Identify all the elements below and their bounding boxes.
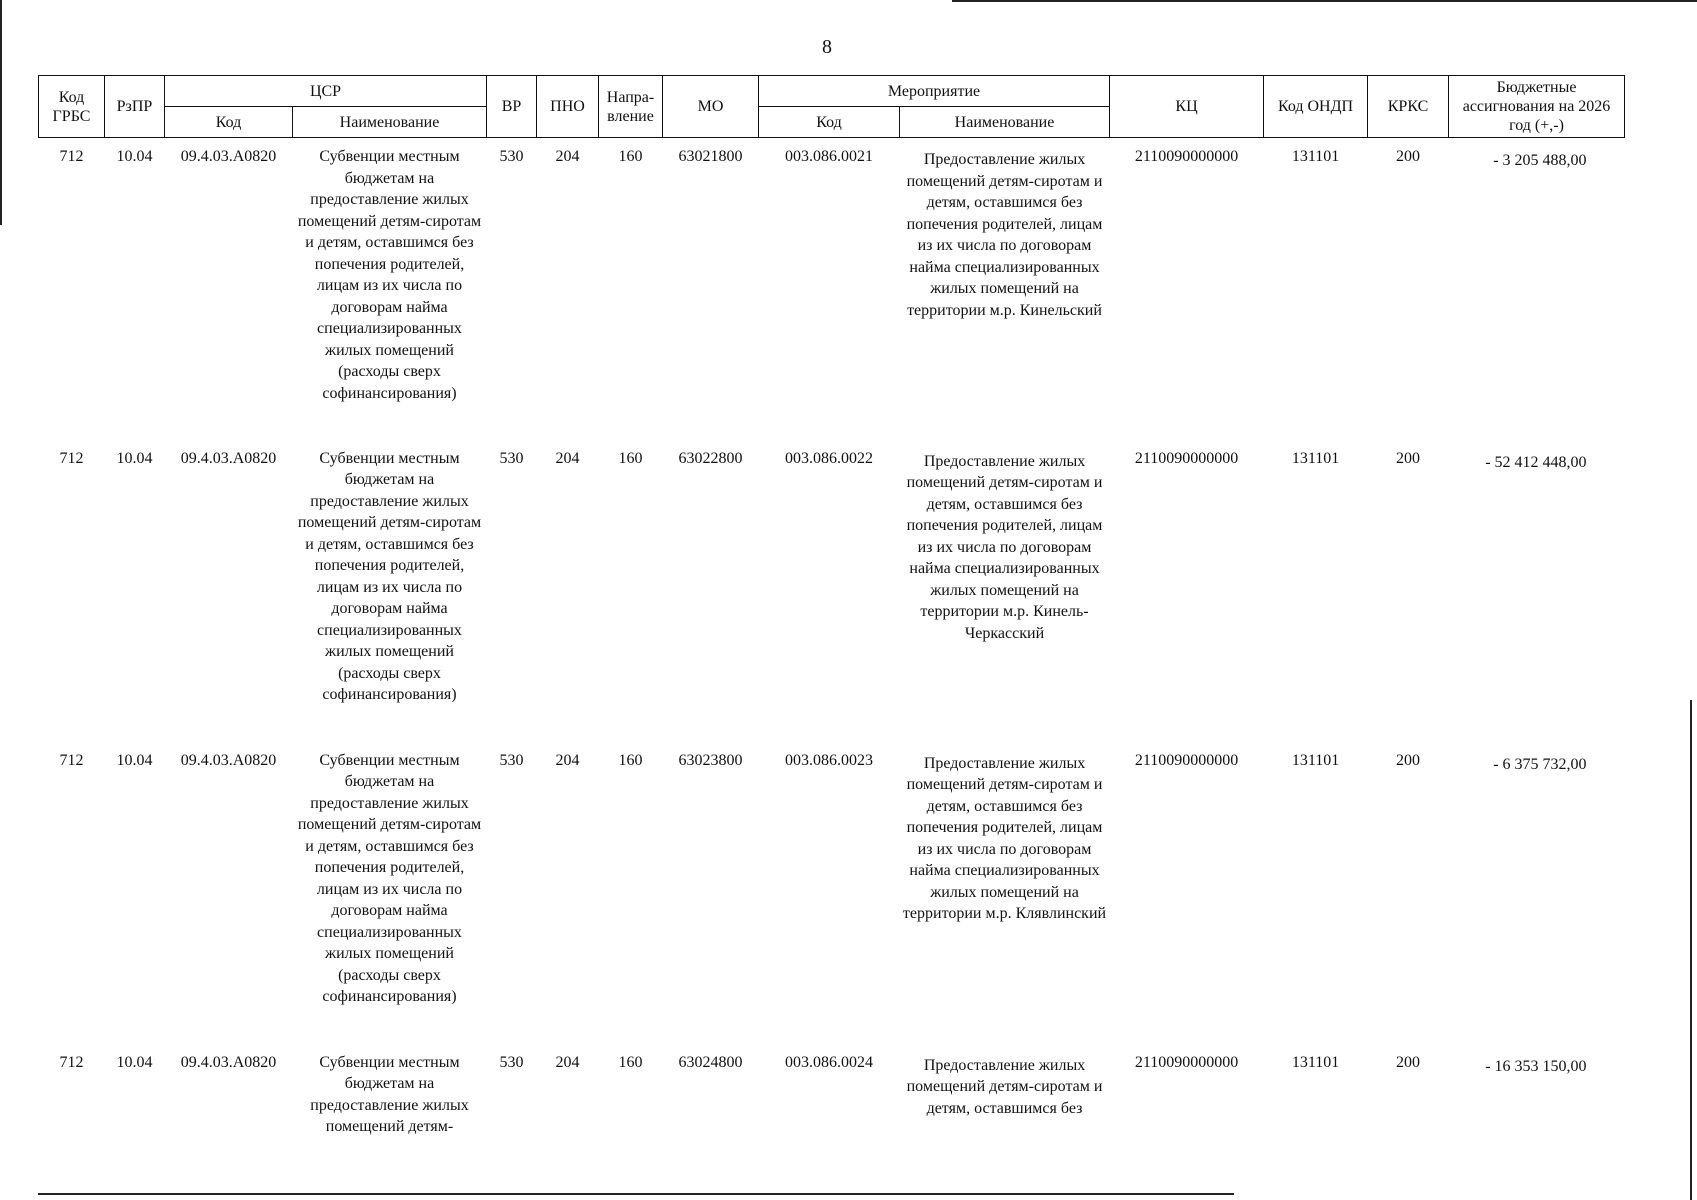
header-csr: ЦСР (165, 76, 487, 107)
table-body (39, 138, 1625, 1184)
header-rzpr: РзПР (105, 76, 165, 138)
header-event-code: Код (759, 107, 900, 138)
cell-krks: 200 (1396, 148, 1421, 165)
cell-ondp: 131101 (1291, 751, 1340, 769)
cell-pno: 204 (555, 1053, 580, 1071)
table-row (39, 1044, 1625, 1184)
cell-direction: 160 (618, 751, 643, 769)
header-csr-name: Наименование (293, 107, 487, 138)
cell-grbs: 712 (59, 1053, 84, 1071)
cell-event-code: 003.086.0022 (785, 449, 873, 467)
cell-rzpr: 10.04 (116, 449, 153, 467)
cell-csr-code: 09.4.03.А0820 (180, 751, 277, 769)
cell-pno: 204 (555, 751, 580, 769)
cell-mo: 63022800 (678, 449, 743, 467)
cell-kc: 2110090000000 (1134, 449, 1239, 467)
cell-event-name: Предоставление жилых помещений детям-сиротам и детям, оставшимся без попечения родителей, лицам из их числа по договорам найма специализированных жилых помещений на территории м.р. Клявлинский (902, 754, 1107, 922)
table-row (39, 138, 1625, 440)
cell-amount: - 3 205 488,00 (1493, 152, 1587, 169)
header-budget: Бюджетные ассигнования на 2026 год (+,-) (1449, 76, 1625, 138)
cell-vr: 530 (499, 449, 524, 467)
cell-direction: 160 (618, 148, 643, 165)
header-kc: КЦ (1110, 76, 1264, 138)
cell-mo: 63024800 (678, 1053, 743, 1071)
cell-amount: - 16 353 150,00 (1485, 1057, 1587, 1075)
cell-direction: 160 (618, 1053, 643, 1071)
cell-rzpr: 10.04 (116, 751, 153, 769)
header-direction: Напра-вление (599, 76, 663, 138)
header-pno: ПНО (537, 76, 599, 138)
cell-grbs: 712 (59, 148, 84, 165)
cell-event-name: Предоставление жилых помещений детям-сиротам и детям, оставшимся без попечения родителей, лицам из их числа по договорам найма специализированных жилых помещений на территории м.р. Кинель-Черкасский (906, 452, 1103, 642)
cell-vr: 530 (499, 1053, 524, 1071)
cell-pno: 204 (555, 148, 580, 165)
cell-vr: 530 (499, 751, 524, 769)
cell-csr-code: 09.4.03.А0820 (180, 148, 277, 165)
cell-event-code: 003.086.0021 (785, 148, 873, 165)
cell-csr-name: Субвенции местным бюджетам на предоставление жилых помещений детям-сиротам и детям, оставшимся без попечения родителей, лицам из их числа по договорам найма специализированных жилых помещений (расходы сверх софинансирования) (297, 449, 482, 703)
header-krks: КРКС (1368, 76, 1449, 138)
header-ondp: Код ОНДП (1264, 76, 1368, 138)
cell-csr-code: 09.4.03.А0820 (180, 449, 277, 467)
cell-amount: - 6 375 732,00 (1493, 755, 1587, 773)
cell-event-code: 003.086.0024 (785, 1053, 873, 1071)
header-grbs: Код ГРБС (39, 76, 105, 138)
page-number: 8 (822, 36, 832, 58)
cell-mo: 63023800 (678, 751, 743, 769)
header-mo: МО (663, 76, 759, 138)
cell-grbs: 712 (59, 449, 84, 467)
bottom-rule (38, 1193, 1234, 1195)
header-csr-code: Код (165, 107, 293, 138)
table-header (39, 76, 1625, 138)
cell-event-code: 003.086.0023 (785, 751, 873, 769)
cell-grbs: 712 (59, 751, 84, 769)
right-edge-line (1690, 700, 1692, 1200)
cell-event-name: Предоставление жилых помещений детям-сиротам и детям, оставшимся без (906, 1056, 1103, 1117)
cell-krks: 200 (1396, 1053, 1421, 1071)
header-vr: ВР (487, 76, 537, 138)
cell-kc: 2110090000000 (1134, 751, 1239, 769)
cell-krks: 200 (1396, 449, 1421, 467)
cell-csr-name: Субвенции местным бюджетам на предоставление жилых помещений детям-сиротам и детям, оставшимся без попечения родителей, лицам из их числа по договорам найма специализированных жилых помещений (расходы сверх софинансирования) (297, 148, 482, 402)
cell-rzpr: 10.04 (116, 1053, 153, 1071)
cell-event-name: Предоставление жилых помещений детям-сиротам и детям, оставшимся без попечения родителей, лицам из их числа по договорам найма специализированных жилых помещений на территории м.р. Кинельский (906, 151, 1103, 319)
cell-direction: 160 (618, 449, 643, 467)
cell-amount: - 52 412 448,00 (1485, 453, 1587, 471)
cell-mo: 63021800 (678, 148, 743, 165)
table-row (39, 440, 1625, 742)
cell-kc: 2110090000000 (1134, 1053, 1239, 1071)
cell-ondp: 131101 (1291, 449, 1340, 467)
cell-kc: 2110090000000 (1134, 148, 1239, 165)
cell-csr-code: 09.4.03.А0820 (180, 1053, 277, 1071)
header-event: Мероприятие (759, 76, 1110, 107)
cell-rzpr: 10.04 (116, 148, 153, 165)
cell-pno: 204 (555, 449, 580, 467)
cell-krks: 200 (1396, 751, 1421, 769)
cell-vr: 530 (499, 148, 524, 165)
header-event-name: Наименование (900, 107, 1110, 138)
top-rule (952, 0, 1697, 2)
cell-ondp: 131101 (1291, 1053, 1340, 1071)
cell-csr-name: Субвенции местным бюджетам на предоставление жилых помещений детям- (310, 1053, 469, 1135)
cell-ondp: 131101 (1291, 148, 1340, 165)
left-edge-line (0, 0, 2, 225)
cell-csr-name: Субвенции местным бюджетам на предоставление жилых помещений детям-сиротам и детям, оставшимся без попечения родителей, лицам из их числа по договорам найма специализированных жилых помещений (расходы сверх софинансирования) (297, 751, 482, 1005)
budget-table (38, 75, 1625, 1184)
table-row (39, 742, 1625, 1044)
